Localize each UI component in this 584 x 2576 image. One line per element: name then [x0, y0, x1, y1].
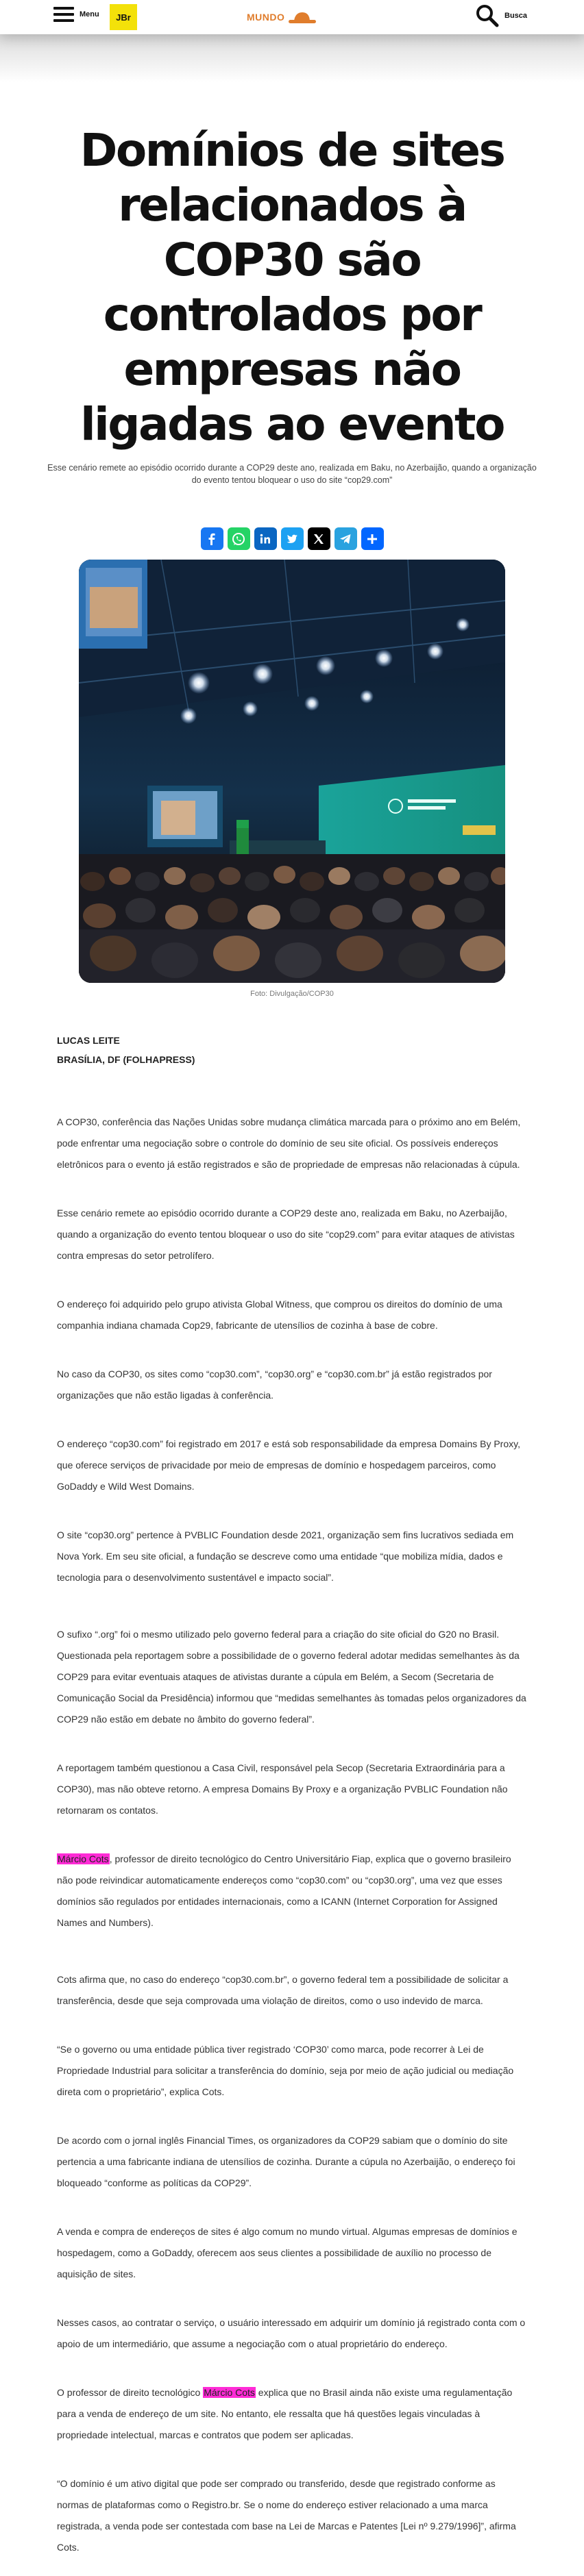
paragraph: A venda e compra de endereços de sites é algo comum no mundo virtual. Algumas empresas de domínios e hospedagem, como a GoDaddy, oferecem aos seus clientes a possibilidade de auxílio no processo de aquisição de sites.: [57, 2226, 518, 2279]
article-title: Domínios de sites relacionados à COP30 são controlados por empresas não ligadas ao evento: [80, 124, 504, 451]
paragraph: O endereço foi adquirido pelo grupo ativista Global Witness, que comprou os direitos do domínio de uma companhia indiana chamada Cop29, fabricante de utensílios de cozinha à base de cobre.: [57, 1299, 502, 1331]
x-share-button[interactable]: [308, 527, 330, 550]
paragraph: No caso da COP30, os sites como “cop30.com”, “cop30.org” e “cop30.com.br” já estão registrados por organizações que não estão ligadas à conferência.: [57, 1368, 492, 1401]
paragraph-text: , professor de direito tecnológico do Centro Universitário Fiap, explica que o governo brasileiro não pode reivindicar automaticamente endereços como “cop30.com” ou “cop30.org”, uma vez que esses domínios são regulados por entidades internacionais, como a ICANN (Internet Corporation for Assigned Names and Numbers).: [57, 1853, 511, 1928]
paragraph-text: O professor de direito tecnológico: [57, 2387, 204, 2398]
paragraph-regulation: [57, 2382, 527, 2446]
paragraph: A COP30, conferência das Nações Unidas sobre mudança climática marcada para o próximo ano em Belém, pode enfrentar uma negociação sobre o controle do domínio de seu site oficial. Os possíveis endereços eletrônicos para o evento já estão registrados e são de propriedade de empresas não relacionadas à cúpula.: [57, 1116, 521, 1170]
telegram-share-button[interactable]: [334, 527, 357, 550]
author-name: LUCAS LEITE: [57, 1035, 120, 1046]
paragraph: De acordo com o jornal inglês Financial Times, os organizadores da COP29 sabiam que o domínio do site pertencia a uma fabricante indiana de utensílios de cozinha. Durante a cúpula no Azerbaijão, o endereço foi bloqueado “conforme as políticas da COP29”.: [57, 2135, 515, 2188]
share-bar: [0, 527, 584, 550]
top-navigation-bar: [0, 0, 584, 34]
telegram-icon: [339, 532, 352, 546]
paragraph: “O domínio é um ativo digital que pode ser comprado ou transferido, desde que registrado conforme as normas de plataformas como o Registro.br. Se o nome do endereço estiver relacionado a uma marca registrada, a venda pode ser contestada com base na Lei de Marcas e Patentes [Lei nº 9.279/1996]”, afirma Cots.: [57, 2478, 516, 2553]
whatsapp-share-button[interactable]: [228, 527, 250, 550]
menu-button[interactable]: [53, 7, 99, 22]
article-photo: [79, 560, 505, 983]
hat-icon: [287, 10, 317, 25]
section-name: MUNDO: [247, 12, 285, 23]
paragraph: Questionada pela reportagem sobre a possibilidade de o governo federal adotar medidas semelhantes às da COP29 para evitar eventuais ataques de ativistas durante a cúpula em Belém, a Secom (Secretaria de Comunicação Social da Presidência) informou que “medidas semelhantes às tomadas pelos organizadores da COP29 não estão em debate no âmbito do governo federal”.: [57, 1650, 526, 1725]
article-subtitle: Esse cenário remete ao episódio ocorrido durante a COP29 deste ano, realizada em Baku, no Azerbaijão, quando a organização do evento tentou bloquear o uso do site “cop29.com”: [47, 463, 537, 485]
section-logo[interactable]: [247, 10, 317, 25]
dateline: BRASÍLIA, DF (FOLHAPRESS): [57, 1054, 195, 1065]
search-icon: [476, 4, 499, 27]
search-button[interactable]: [476, 4, 527, 27]
linkedin-icon: [258, 532, 272, 546]
plus-icon: [365, 532, 379, 546]
byline: [57, 1031, 527, 1069]
paragraph: Esse cenário remete ao episódio ocorrido durante a COP29 deste ano, realizada em Baku, no Azerbaijão, quando a organização do evento tentou bloquear o uso do site “cop29.com” para evitar ataques de ativistas contra empresas do setor petrolífero.: [57, 1208, 515, 1261]
highlighted-name[interactable]: Márcio Cots: [204, 2387, 255, 2398]
twitter-bird-icon: [284, 532, 300, 547]
paragraph: Cots afirma que, no caso do endereço “cop30.com.br”, o governo federal tem a possibilidade de solicitar a transferência, desde que seja comprovada uma violação de direitos, como o uso indevido de marca.: [57, 1974, 509, 2006]
linkedin-share-button[interactable]: [254, 527, 277, 550]
whatsapp-icon: [231, 532, 246, 547]
facebook-icon: [205, 532, 219, 546]
highlighted-name[interactable]: Márcio Cots: [58, 1853, 109, 1864]
paragraph: O sufixo “.org” foi o mesmo utilizado pelo governo federal para a criação do site oficial do G20 no Brasil.: [57, 1629, 500, 1640]
search-label: Busca: [504, 12, 528, 20]
paragraph-text: explica que no Brasil ainda não existe uma regulamentação para a venda de endereço de um site. No entanto, ele ressalta que há questões legais vinculadas à propriedade intelectual, marcas e contratos que podem ser aplicadas.: [57, 2387, 513, 2440]
conference-hall-photo: [79, 560, 505, 983]
paragraph: A reportagem também questionou a Casa Civil, responsável pela Secop (Secretaria Extraordinária para a COP30), mas não obteve retorno. A empresa Domains By Proxy e a organização PVBLIC Foundation não retornaram os contatos.: [57, 1762, 508, 1816]
generic-share-button[interactable]: [361, 527, 384, 550]
paragraph-quote-cots: [57, 1849, 527, 1934]
menu-label: Menu: [80, 10, 99, 18]
paragraph: “Se o governo ou uma entidade pública tiver registrado ‘COP30’ como marca, pode recorrer à Lei de Propriedade Industrial para solicitar a transferência do domínio, seja por meio de ação judicial ou mediação direta com o proprietário”, explica Cots.: [57, 2044, 514, 2097]
article-body: [57, 1031, 527, 2558]
jbr-logo-badge[interactable]: JBr: [110, 4, 137, 30]
hamburger-icon: [53, 7, 74, 22]
paragraph: O endereço “cop30.com” foi registrado em 2017 e está sob responsabilidade da empresa Domains By Proxy, que oferece serviços de privacidade por meio de empresas de domínio e hospedagem parceiros, como GoDaddy e Wild West Domains.: [57, 1438, 520, 1492]
x-logo-icon: [313, 533, 325, 545]
twitter-share-button[interactable]: [281, 527, 304, 550]
paragraph: Nesses casos, ao contratar o serviço, o usuário interessado em adquirir um domínio já registrado conta com o apoio de um intermediário, que assume a negociação com o atual proprietário do endereço.: [57, 2317, 526, 2349]
photo-caption: Foto: Divulgação/COP30: [250, 990, 334, 998]
paragraph: O site “cop30.org” pertence à PVBLIC Foundation desde 2021, organização sem fins lucrativos sediada em Nova York. Em seu site oficial, a fundação se descreve como uma entidade “que mobiliza mídia, dados e tecnologia para o desenvolvimento sustentável e impacto social”.: [57, 1529, 514, 1583]
header-shadow: [0, 34, 584, 82]
facebook-share-button[interactable]: [201, 527, 223, 550]
